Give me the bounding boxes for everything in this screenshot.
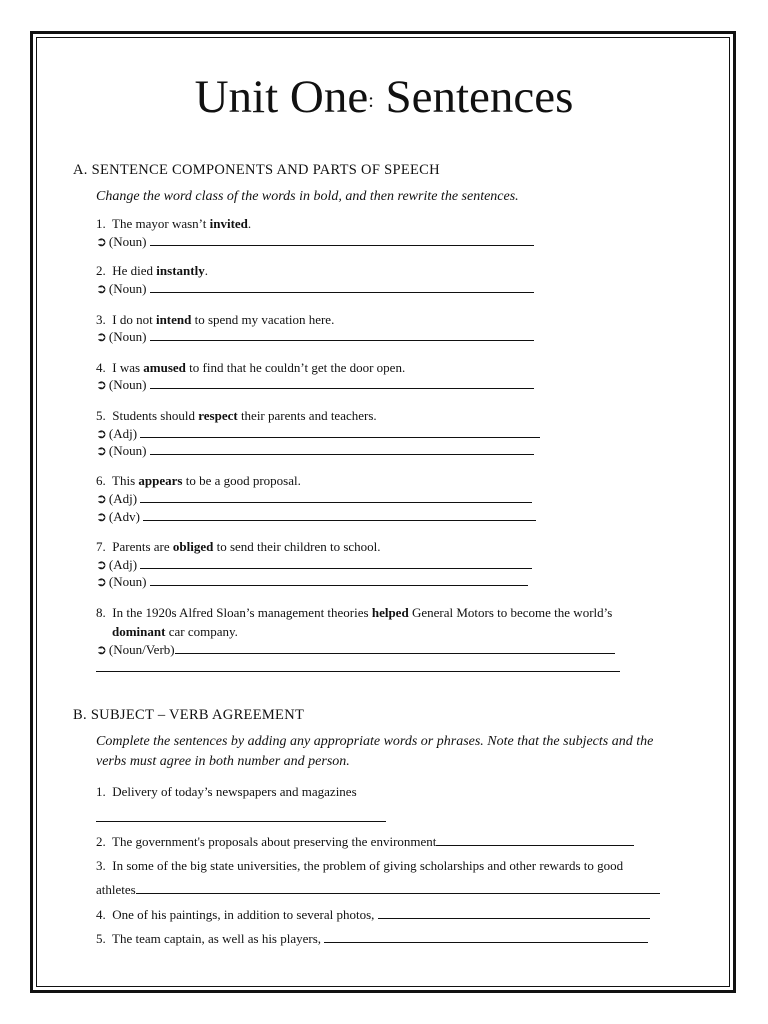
arrow-icon: ➲: [96, 281, 107, 296]
question-3: 3. I do not intend to spend my vacation here.: [96, 312, 335, 327]
agreement-blank-5[interactable]: [324, 930, 648, 943]
agreement-question-3: 3. In some of the big state universities, the problem of giving scholarships and other rewards to good: [96, 858, 624, 873]
arrow-icon: ➲: [96, 329, 107, 344]
agreement-blank-2[interactable]: [436, 833, 634, 846]
question-5: 5. Students should respect their parents and teachers.: [96, 408, 377, 423]
section-a-instruction: Change the word class of the words in bold, and then rewrite the sentences.: [96, 189, 519, 204]
section-a-heading: A. SENTENCE COMPONENTS AND PARTS OF SPEECH: [73, 162, 440, 178]
question-2: 2. He died instantly.: [96, 263, 208, 278]
answer-line-7-noun[interactable]: ➲ (Noun): [96, 573, 528, 590]
blank-line[interactable]: [150, 233, 534, 246]
answer-line-6-adj[interactable]: ➲ (Adj): [96, 490, 532, 507]
answer-line-8-continuation[interactable]: [96, 670, 620, 672]
agreement-question-1: 1. Delivery of today’s newspapers and magazines: [96, 784, 357, 799]
blank-line[interactable]: [150, 573, 528, 586]
answer-line-4-noun[interactable]: ➲ (Noun): [96, 376, 534, 393]
question-8: 8. In the 1920s Alfred Sloan’s management theories helped General Motors to become the world’s dominant car company.: [96, 605, 613, 639]
arrow-icon: ➲: [96, 443, 107, 458]
title-main: Unit One: [194, 71, 369, 123]
blank-line[interactable]: [175, 641, 615, 654]
question-4: 4. I was amused to find that he couldn’t get the door open.: [96, 360, 406, 375]
arrow-icon: ➲: [96, 557, 107, 572]
blank-line[interactable]: [143, 508, 536, 521]
arrow-icon: ➲: [96, 491, 107, 506]
question-1: 1. The mayor wasn’t invited.: [96, 216, 252, 231]
agreement-question-5: 5. The team captain, as well as his players,: [96, 930, 648, 947]
answer-line-6-adv[interactable]: ➲ (Adv): [96, 508, 536, 525]
blank-line[interactable]: [150, 442, 534, 455]
agreement-blank-1[interactable]: [96, 820, 386, 822]
section-b-instruction: Complete the sentences by adding any appropriate words or phrases. Note that the subjects and the verbs must agree in both number and person.: [96, 734, 654, 769]
agreement-question-4: 4. One of his paintings, in addition to several photos,: [96, 906, 650, 923]
page-title: [0, 68, 768, 130]
arrow-icon: ➲: [96, 426, 107, 441]
answer-line-5-noun[interactable]: ➲ (Noun): [96, 442, 534, 459]
arrow-icon: ➲: [96, 234, 107, 249]
blank-line[interactable]: [150, 328, 534, 341]
section-b-heading: B. SUBJECT – VERB AGREEMENT: [73, 707, 305, 723]
answer-line-5-adj[interactable]: ➲ (Adj): [96, 425, 540, 442]
agreement-blank-4[interactable]: [378, 906, 650, 919]
answer-line-8-noun-verb[interactable]: ➲ (Noun/Verb): [96, 641, 615, 658]
answer-line-7-adj[interactable]: ➲ (Adj): [96, 556, 532, 573]
blank-line[interactable]: [150, 376, 534, 389]
blank-line[interactable]: [140, 556, 532, 569]
arrow-icon: ➲: [96, 377, 107, 392]
answer-line-1-noun[interactable]: ➲ (Noun): [96, 233, 534, 250]
question-7: 7. Parents are obliged to send their children to school.: [96, 539, 381, 554]
title-rest: Sentences: [385, 71, 574, 123]
agreement-blank-3[interactable]: [136, 881, 660, 894]
agreement-question-3-continued: athletes: [96, 881, 660, 898]
arrow-icon: ➲: [96, 642, 107, 657]
blank-line[interactable]: [150, 280, 534, 293]
title-colon: :: [368, 90, 374, 113]
answer-line-3-noun[interactable]: ➲ (Noun): [96, 328, 534, 345]
agreement-question-2: 2. The government's proposals about preserving the environment: [96, 833, 634, 850]
arrow-icon: ➲: [96, 509, 107, 524]
blank-line[interactable]: [140, 425, 540, 438]
answer-line-2-noun[interactable]: ➲ (Noun): [96, 280, 534, 297]
arrow-icon: ➲: [96, 574, 107, 589]
blank-line[interactable]: [140, 490, 532, 503]
question-6: 6. This appears to be a good proposal.: [96, 473, 301, 488]
